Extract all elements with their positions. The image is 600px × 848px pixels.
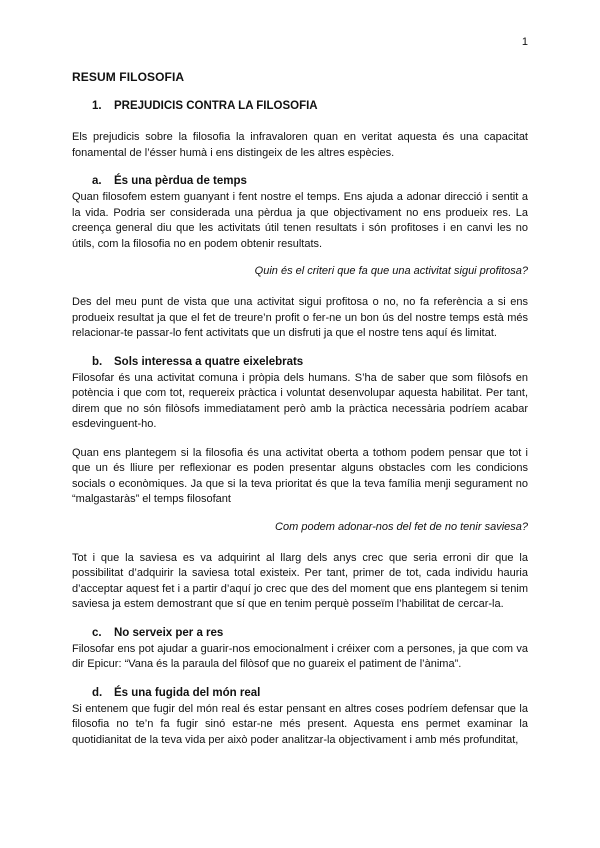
- subsection-a-paragraph-2: Des del meu punt de vista que una activitat sigui profitosa o no, no fa referència a si ens produeix resultat ja que el fet de treure’n profit o fer-ne un bon ús del nostre temps està més relacionar-te passar-lo fent activitats que un disfruti ja que el nostre tens aquí és limitat.: [72, 296, 528, 339]
- subsection-heading-text: Sols interessa a quatre eixelebrats: [114, 355, 304, 368]
- document-body: [72, 70, 528, 761]
- subsection-d-heading: [92, 686, 528, 701]
- subsection-c-heading: [92, 626, 528, 641]
- section-intro: Els prejudicis sobre la filosofia la infravaloren quan en veritat aquesta és una capacitat fonamental de l’ésser humà i ens distingeix de les altres espècies.: [72, 131, 528, 159]
- subsection-b-paragraph-1: Filosofar és una activitat comuna i pròpia dels humans. S’ha de saber que som filòsofs en potència i que com tot, requereix pràctica i voluntat desenvolupar aquesta habilitat. Per tant, direm que no són filòsofs immediatament però amb la pràctica necessària podríem acabar esdevinguent-ho.: [72, 371, 528, 430]
- subsection-b-paragraph-3: Tot i que la saviesa es va adquirint al llarg dels anys crec que seria erroni dir que la possibilitat d’adquirir la saviesa total existeix. Per tant, primer de tot, cada individu hauria d’acceptar aquest fet i a partir d’aquí jo crec que des del moment que ens plantegem si tenim saviesa ja estem demostrant que sí que en tenim perquè posseïm l’habilitat de cercar-la.: [72, 551, 528, 610]
- subsection-b-heading: [92, 355, 528, 370]
- section-number: 1.: [92, 100, 102, 112]
- subsection-d-paragraph-1: Si entenem que fugir del món real és estar pensant en altres coses podríem defensar que la filosofia no te’n fa fugir sinó estar-ne més present. Aquesta ens permet examinar la quotidianitat de la teva vida per això poder analitzar-la objectivament i amb més profunditat,: [72, 702, 528, 746]
- subsection-heading-text: És una pèrdua de temps: [114, 175, 247, 187]
- subsection-heading-text: No serveix per a res: [114, 626, 224, 639]
- subsection-a-question: Quin és el criteri que fa que una activitat sigui profitosa?: [254, 265, 528, 277]
- subsection-a-paragraph-1: Quan filosofem estem guanyant i fent nostre el temps. Ens ajuda a adonar direcció i sentit a la vida. Podria ser considerada una pèrdua ja que objectivament no ens produeix res. La creença general diu que les activitats útil tenen resultats i són profitoses i en canvi les no útils, com la filosofia no en podem obtenir resultats.: [72, 191, 528, 250]
- subsection-a-heading: [92, 174, 528, 189]
- section-heading-text: PREJUDICIS CONTRA LA FILOSOFIA: [114, 100, 318, 112]
- subsection-letter: a.: [92, 175, 102, 187]
- subsection-b-question: Com podem adonar-nos del fet de no tenir saviesa?: [275, 520, 528, 533]
- subsection-letter: d.: [92, 686, 103, 699]
- subsection-letter: c.: [92, 626, 102, 639]
- subsection-c-paragraph-1: Filosofar ens pot ajudar a guarir-nos emocionalment i créixer com a persones, ja que com va dir Epicur: “Vana és la paraula del filòsof que no guareix el patiment de l’ànima”.: [72, 642, 528, 670]
- section-heading: [92, 100, 528, 112]
- page-number: 1: [521, 36, 528, 48]
- subsection-letter: b.: [92, 355, 103, 368]
- document-title: RESUM FILOSOFIA: [72, 70, 185, 84]
- subsection-b-paragraph-2: Quan ens plantegem si la filosofia és una activitat oberta a tothom podem pensar que tot i que un és lliure per reflexionar es poden presentar alguns obstacles com les condicions socials o econòmiques. Ja que si la teva prioritat és que la teva família menji segurament no “malgastaràs” el temps filosofant: [72, 446, 528, 505]
- subsection-heading-text: És una fugida del món real: [114, 686, 261, 699]
